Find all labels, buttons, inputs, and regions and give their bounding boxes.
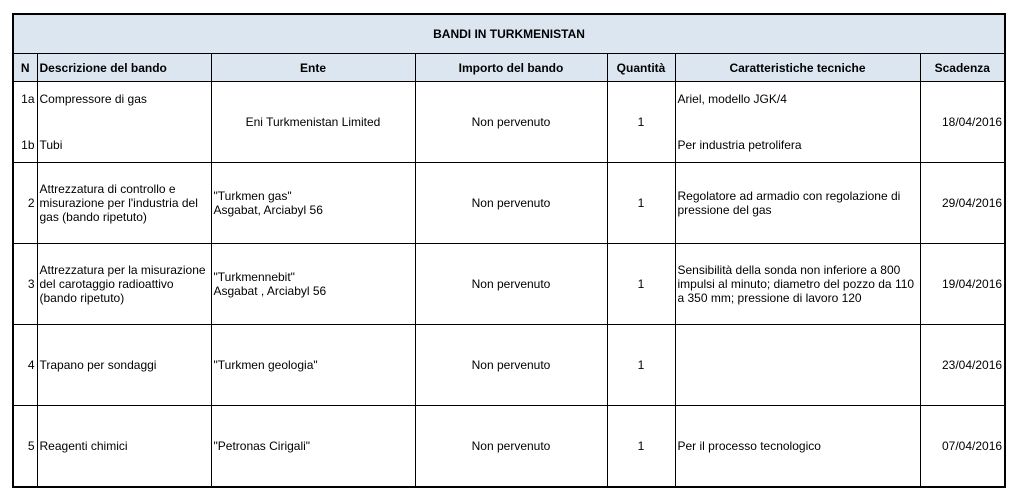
row-number: 1a bbox=[21, 92, 35, 106]
cell-descrizione: Reagenti chimici bbox=[37, 406, 211, 488]
cell-n: 2 bbox=[13, 163, 37, 244]
description-text: Compressore di gas bbox=[39, 92, 147, 106]
cell-caratteristiche: Sensibilità della sonda non inferiore a 800 impulsi al minuto; diametro del pozzo da 110 a 350 mm; pressione di lavoro 120 bbox=[675, 244, 920, 325]
table-row bbox=[13, 325, 1005, 406]
table-title: BANDI IN TURKMENISTAN bbox=[13, 14, 1005, 54]
specs-text: Per industria petrolifera bbox=[677, 138, 802, 152]
header-importo: Importo del bando bbox=[415, 54, 607, 82]
cell-quantita: 1 bbox=[607, 244, 675, 325]
row-number: 1b bbox=[21, 138, 35, 152]
ente-address: Asgabat , Arciabyl 56 bbox=[213, 284, 327, 298]
cell-n: 5 bbox=[13, 406, 37, 488]
cell-quantita: 1 bbox=[607, 82, 675, 163]
cell-scadenza: 29/04/2016 bbox=[920, 163, 1005, 244]
specs-text: Ariel, modello JGK/4 bbox=[677, 92, 787, 106]
cell-n: 4 bbox=[13, 325, 37, 406]
cell-importo: Non pervenuto bbox=[415, 325, 607, 406]
cell-importo: Non pervenuto bbox=[415, 82, 607, 163]
tenders-table bbox=[12, 13, 1006, 488]
cell-quantita: 1 bbox=[607, 406, 675, 488]
header-ente: Ente bbox=[211, 54, 415, 82]
cell-descrizione: Attrezzatura per la misurazione del carotaggio radioattivo (bando ripetuto) bbox=[37, 244, 211, 325]
cell-n bbox=[13, 82, 37, 163]
cell-importo: Non pervenuto bbox=[415, 244, 607, 325]
header-descrizione: Descrizione del bando bbox=[37, 54, 211, 82]
cell-descrizione: Trapano per sondaggi bbox=[37, 325, 211, 406]
cell-caratteristiche bbox=[675, 325, 920, 406]
ente-name: "Turkmennebit" bbox=[213, 270, 295, 284]
table-row bbox=[13, 82, 1005, 163]
cell-caratteristiche bbox=[675, 82, 920, 163]
cell-scadenza: 07/04/2016 bbox=[920, 406, 1005, 488]
cell-descrizione bbox=[37, 82, 211, 163]
cell-ente: "Turkmen geologia" bbox=[211, 325, 415, 406]
ente-address: Asgabat, Arciabyl 56 bbox=[213, 203, 323, 217]
cell-quantita: 1 bbox=[607, 325, 675, 406]
title-row bbox=[13, 14, 1005, 54]
table-row bbox=[13, 406, 1005, 488]
ente-name: "Turkmen gas" bbox=[213, 189, 292, 203]
cell-ente bbox=[211, 163, 415, 244]
cell-importo: Non pervenuto bbox=[415, 406, 607, 488]
description-text: Tubi bbox=[39, 138, 63, 152]
cell-scadenza: 19/04/2016 bbox=[920, 244, 1005, 325]
cell-caratteristiche: Regolatore ad armadio con regolazione di pressione del gas bbox=[675, 163, 920, 244]
header-caratteristiche: Caratteristiche tecniche bbox=[675, 54, 920, 82]
table-row bbox=[13, 163, 1005, 244]
cell-ente: "Petronas Cirigali" bbox=[211, 406, 415, 488]
header-row bbox=[13, 54, 1005, 82]
cell-scadenza: 23/04/2016 bbox=[920, 325, 1005, 406]
header-quantita: Quantità bbox=[607, 54, 675, 82]
header-n: N bbox=[13, 54, 37, 82]
cell-n: 3 bbox=[13, 244, 37, 325]
cell-scadenza: 18/04/2016 bbox=[920, 82, 1005, 163]
cell-caratteristiche: Per il processo tecnologico bbox=[675, 406, 920, 488]
cell-quantita: 1 bbox=[607, 163, 675, 244]
cell-importo: Non pervenuto bbox=[415, 163, 607, 244]
cell-ente bbox=[211, 244, 415, 325]
table-row bbox=[13, 244, 1005, 325]
cell-ente: Eni Turkmenistan Limited bbox=[211, 82, 415, 163]
cell-descrizione: Attrezzatura di controllo e misurazione per l'industria del gas (bando ripetuto) bbox=[37, 163, 211, 244]
header-scadenza: Scadenza bbox=[920, 54, 1005, 82]
